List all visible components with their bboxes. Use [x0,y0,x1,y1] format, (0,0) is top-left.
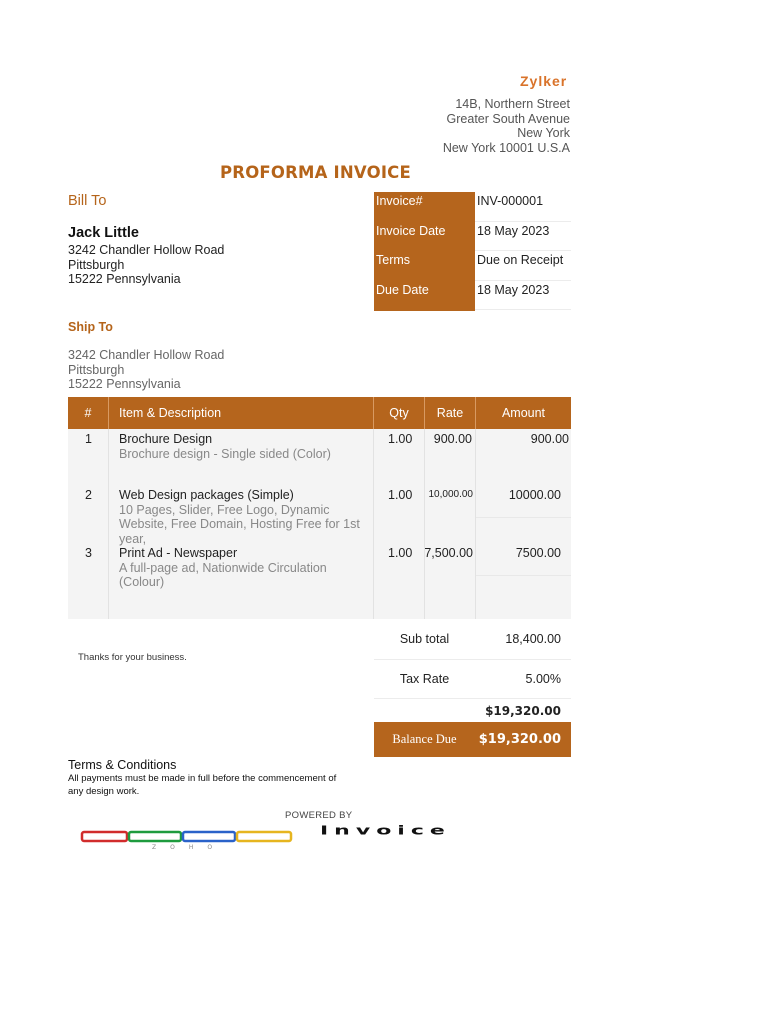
customer-name: Jack Little [68,225,139,241]
terms-text: All payments must be made in full before the commencement of any design work. [68,773,337,797]
company-address [443,97,570,155]
header-amount: Amount [501,406,546,420]
item-amount: 10000.00 [508,488,561,502]
address-line: 3242 Chandler Hollow Road [68,348,225,362]
column-qty [374,429,425,619]
item-name: Print Ad - Newspaper [119,546,238,560]
header-rate: Rate [425,397,476,429]
notes-text: Thanks for your business. [78,652,187,663]
meta-label: Invoice# [374,192,475,222]
item-qty: 1.00 [388,546,413,560]
item-rate: 900.00 [433,432,472,446]
items-table [68,397,571,619]
invoice-logo-wordmark: Invoice [320,824,451,838]
item-description: A full-page ad, Nationwide Circulation (Colour) [119,560,327,589]
column-number [68,429,109,619]
address-line: Greater South Avenue [446,111,570,126]
ship-to-label: Ship To [68,320,113,334]
item-qty: 1.00 [388,488,413,502]
address-line: Pittsburgh [68,257,125,272]
meta-value: INV-000001 [475,192,571,222]
meta-value: 18 May 2023 [475,281,571,311]
totals-section [374,620,571,757]
item-description: Brochure design - Single sided (Color) [119,447,331,461]
company-logo-text: Zylker [520,73,568,89]
meta-row-invoice-date [374,222,571,252]
meta-row-terms [374,251,571,281]
address-line: New York [517,126,570,140]
column-rate [425,429,476,619]
bill-to-label: Bill To [68,193,107,209]
subtotal-row [374,620,571,660]
item-description: 10 Pages, Slider, Free Logo, Dynamic Website, Free Domain, Hosting Free for 1st year, [119,502,360,546]
tax-value: 5.00% [525,671,561,686]
balance-due-row [374,722,571,757]
balance-due-value: $19,320.00 [478,732,561,747]
tax-label: Tax Rate [399,671,450,686]
column-amount [476,429,571,619]
meta-label: Terms [374,251,475,281]
zoho-logo-letters: ZOHO [152,844,227,851]
row-divider [476,517,571,518]
shipping-address [68,348,224,392]
item-amount: 7500.00 [515,546,561,560]
meta-row-due-date [374,281,571,311]
invoice-meta-table [374,192,571,310]
column-description [109,429,374,619]
terms-title: Terms & Conditions [68,758,177,772]
address-line: 14B, Northern Street [455,97,570,111]
meta-row-invoice-number [374,192,571,222]
document-title: PROFORMA INVOICE [220,163,411,182]
total-value: $19,320.00 [485,703,561,718]
item-name: Web Design packages (Simple) [119,488,294,502]
balance-due-label: Balance Due [392,732,457,746]
powered-by-label: POWERED BY [285,810,353,821]
total-row [374,699,571,722]
header-item-description: Item & Description [109,397,374,429]
address-line: 15222 Pennsylvania [68,272,181,286]
address-line: 3242 Chandler Hollow Road [68,243,225,257]
tax-row [374,660,571,700]
row-divider [476,575,571,576]
item-number: 2 [85,488,92,502]
billing-address [68,243,224,287]
item-number: 3 [85,546,92,560]
subtotal-label: Sub total [399,632,450,647]
address-line: 15222 Pennsylvania [68,377,181,391]
item-rate: 7,500.00 [424,546,473,560]
meta-label: Due Date [374,281,475,311]
item-qty: 1.00 [388,432,413,446]
subtotal-value: 18,400.00 [505,632,561,647]
items-table-header [68,397,571,429]
meta-label: Invoice Date [374,222,475,252]
meta-value: Due on Receipt [475,251,571,281]
item-rate: 10,000.00 [428,489,473,500]
address-line: New York 10001 U.S.A [442,140,570,155]
item-name: Brochure Design [119,432,213,446]
header-qty: Qty [374,397,425,429]
zoho-logo [80,824,294,850]
items-table-body [68,429,571,619]
item-amount: 900.00 [530,432,569,446]
address-line: Pittsburgh [68,362,125,377]
meta-value: 18 May 2023 [475,222,571,252]
item-number: 1 [85,432,92,446]
header-number: # [68,397,109,429]
